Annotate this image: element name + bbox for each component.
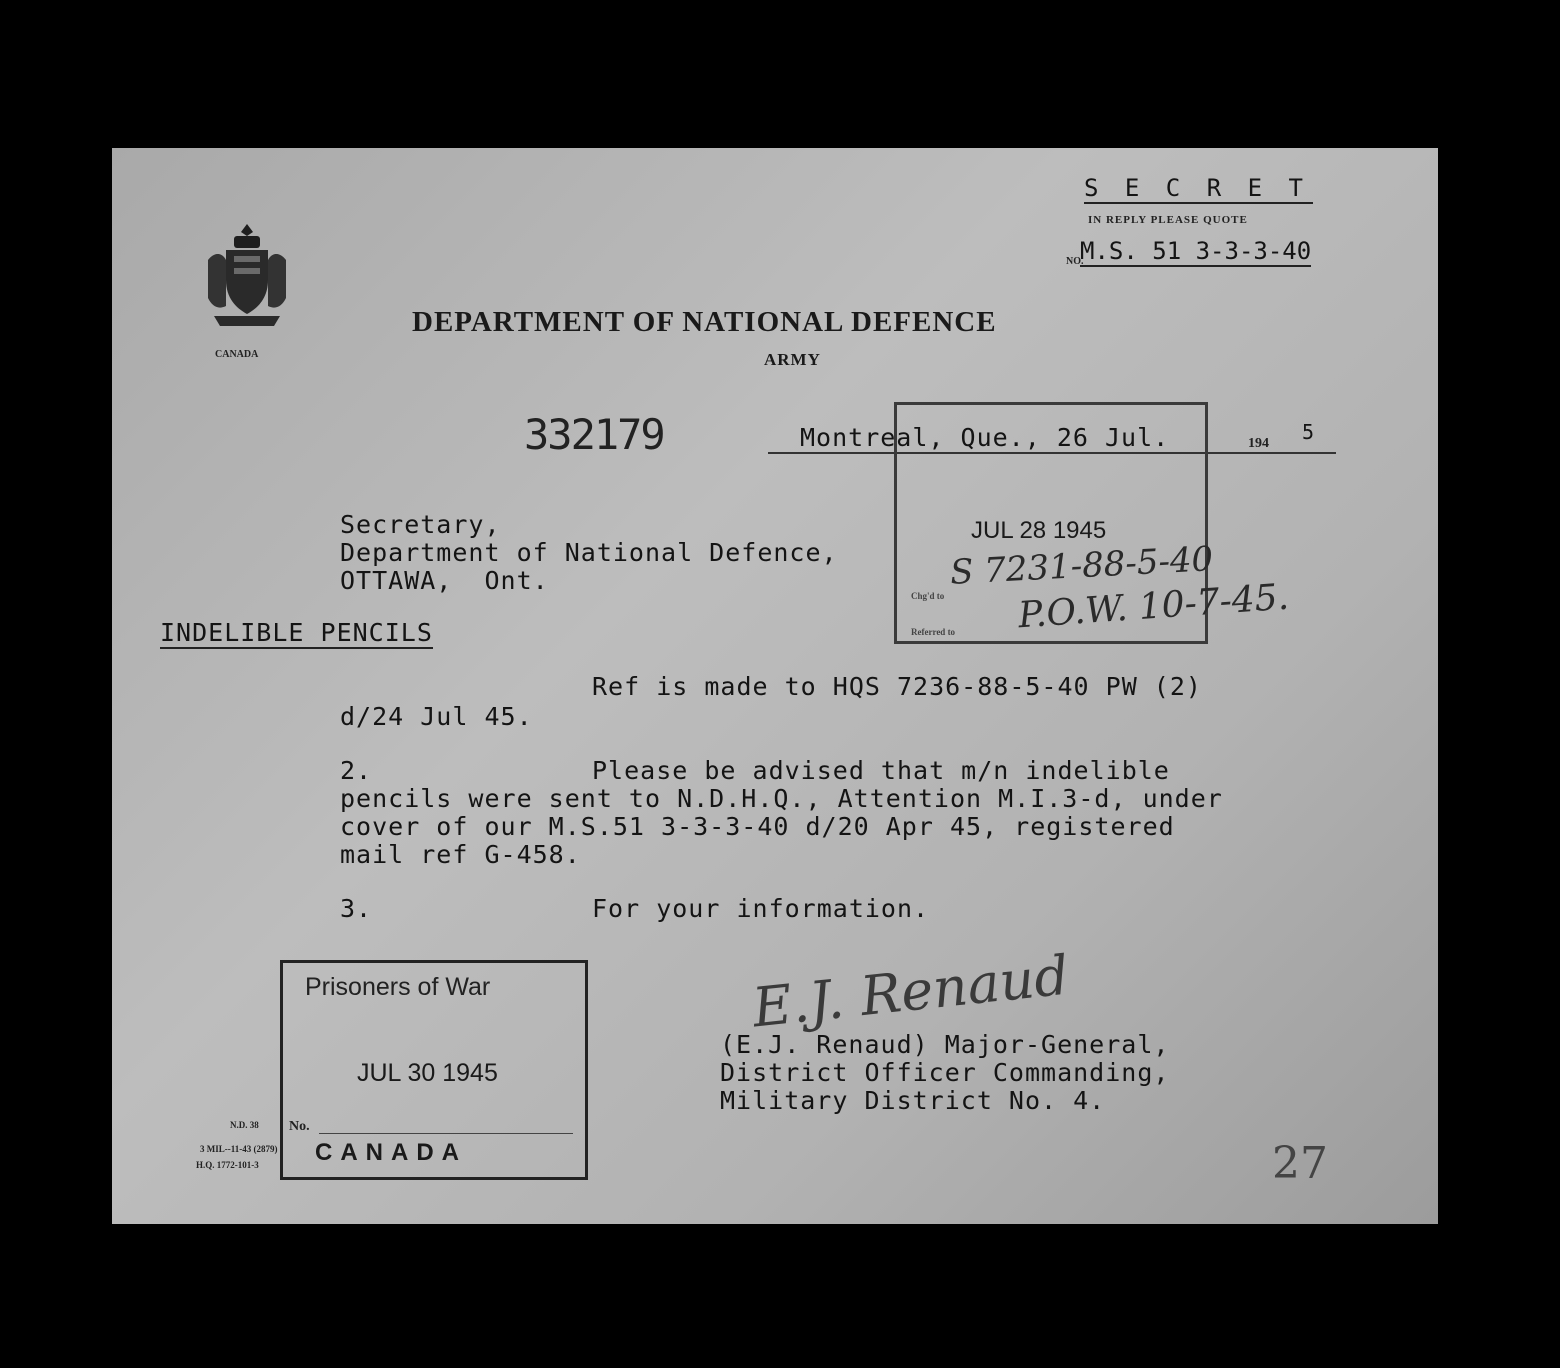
paragraph-2-line-1: Please be advised that m/n indelible	[592, 756, 1170, 785]
pow-stamp-no-rule	[319, 1133, 573, 1134]
reply-no-prefix: NO.	[1066, 256, 1084, 267]
department-heading: DEPARTMENT OF NATIONAL DEFENCE	[412, 306, 997, 338]
dateline: Montreal, Que., 26 Jul.	[800, 423, 1170, 452]
handwritten-page-number: 27	[1272, 1138, 1328, 1189]
received-stamp-date: JUL 28 1945	[971, 517, 1107, 544]
signature-line-2: District Officer Commanding,	[720, 1058, 1170, 1087]
form-number-line-3: H.Q. 1772-101-3	[196, 1160, 259, 1170]
pow-stamp-country: CANADA	[315, 1139, 467, 1166]
pow-stamp-no-label: No.	[289, 1119, 310, 1134]
branch-heading: ARMY	[764, 350, 821, 369]
paragraph-2-number: 2.	[340, 756, 373, 785]
paragraph-1-line-1: Ref is made to HQS 7236-88-5-40 PW (2)	[592, 672, 1202, 701]
charged-label: Chg'd to	[911, 591, 945, 601]
paragraph-3-number: 3.	[340, 894, 373, 923]
document-number: 332179	[524, 410, 664, 459]
pow-stamp-title: Prisoners of War	[305, 973, 491, 1001]
reply-reference: M.S. 51 3-3-3-40	[1080, 237, 1312, 265]
year-prefix: 194	[1248, 436, 1269, 451]
subject-line: INDELIBLE PENCILS	[160, 618, 433, 647]
addressee-line-2: Department of National Defence,	[340, 538, 838, 567]
prisoners-of-war-stamp	[280, 960, 588, 1180]
document-sheet	[112, 148, 1438, 1224]
signature-line-3: Military District No. 4.	[720, 1086, 1106, 1115]
handwritten-file-number: S 7231-88-5-40	[949, 539, 1215, 593]
crest-label: CANADA	[215, 349, 259, 360]
paragraph-3-line-1: For your information.	[592, 894, 930, 923]
reply-quote-note: IN REPLY PLEASE QUOTE	[1088, 214, 1248, 226]
paragraph-2-line-2: pencils were sent to N.D.H.Q., Attention M.I.3-d, under	[340, 784, 1223, 813]
addressee-line-1: Secretary,	[340, 510, 501, 539]
referred-label: Referred to	[911, 627, 956, 637]
form-number-line-1: N.D. 38	[230, 1120, 259, 1130]
form-number-line-2: 3 MIL--11-43 (2879)	[200, 1144, 278, 1154]
paragraph-2-line-4: mail ref G-458.	[340, 840, 581, 869]
secret-marking: S E C R E T	[1084, 174, 1313, 204]
signature-line-1: (E.J. Renaud) Major-General,	[720, 1030, 1170, 1059]
paragraph-2-line-3: cover of our M.S.51 3-3-3-40 d/20 Apr 45, registered	[340, 812, 1175, 841]
handwritten-reference: P.O.W. 10-7-45.	[1016, 576, 1291, 637]
handwritten-signature: E.J. Renaud	[749, 943, 1072, 1040]
year-suffix: 5	[1302, 420, 1316, 444]
coat-of-arms-icon	[204, 220, 290, 338]
pow-stamp-date: JUL 30 1945	[357, 1059, 498, 1087]
addressee-line-3: OTTAWA, Ont.	[340, 566, 549, 595]
paragraph-1-line-2: d/24 Jul 45.	[340, 702, 533, 731]
